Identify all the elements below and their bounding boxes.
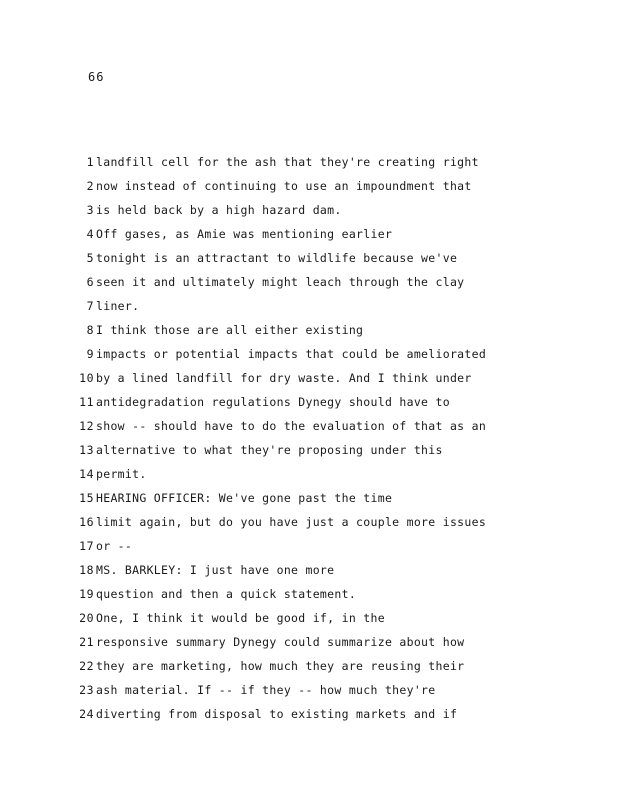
- line-number: 21: [79, 635, 94, 649]
- transcript-line: [0, 392, 618, 416]
- line-text: I think those are all either existing: [96, 323, 364, 337]
- transcript-line: [0, 560, 618, 584]
- line-text: show -- should have to do the evaluation of that as an: [96, 419, 487, 433]
- line-text: diverting from disposal to existing markets and if: [96, 707, 458, 721]
- transcript-line: [0, 344, 618, 368]
- line-text: by a lined landfill for dry waste. And I think under: [96, 371, 472, 385]
- line-number: 9: [86, 347, 94, 361]
- line-text: Off gases, as Amie was mentioning earlier: [96, 227, 393, 241]
- transcript-line: [0, 680, 618, 704]
- transcript-line: [0, 536, 618, 560]
- line-number: 2: [86, 179, 94, 193]
- transcript-line: [0, 488, 618, 512]
- line-number: 6: [86, 275, 94, 289]
- line-text: seen it and ultimately might leach through the clay: [96, 275, 465, 289]
- line-number: 8: [86, 323, 94, 337]
- line-text: impacts or potential impacts that could be ameliorated: [96, 347, 487, 361]
- line-text: now instead of continuing to use an impoundment that: [96, 179, 472, 193]
- line-text: responsive summary Dynegy could summarize about how: [96, 635, 465, 649]
- line-number: 5: [86, 251, 94, 265]
- transcript-line: [0, 608, 618, 632]
- line-number: 10: [79, 371, 94, 385]
- transcript-line: [0, 296, 618, 320]
- transcript-line: [0, 584, 618, 608]
- transcript-line: [0, 704, 618, 728]
- transcript-line: [0, 416, 618, 440]
- line-number: 24: [79, 707, 94, 721]
- line-text: landfill cell for the ash that they're creating right: [96, 155, 479, 169]
- line-number: 15: [79, 491, 94, 505]
- transcript-line: [0, 176, 618, 200]
- transcript-line: [0, 320, 618, 344]
- line-number: 4: [86, 227, 94, 241]
- line-text: liner.: [96, 299, 140, 313]
- transcript-line: [0, 152, 618, 176]
- page-number: 66: [88, 70, 105, 84]
- line-number: 7: [86, 299, 94, 313]
- line-number: 23: [79, 683, 94, 697]
- transcript-line: [0, 632, 618, 656]
- line-text: or --: [96, 539, 133, 553]
- line-text: One, I think it would be good if, in the: [96, 611, 385, 625]
- line-number: 14: [79, 467, 94, 481]
- transcript-line: [0, 656, 618, 680]
- transcript-line: [0, 224, 618, 248]
- line-text: is held back by a high hazard dam.: [96, 203, 342, 217]
- line-number: 19: [79, 587, 94, 601]
- line-number: 3: [86, 203, 94, 217]
- line-text: permit.: [96, 467, 147, 481]
- line-text: MS. BARKLEY: I just have one more: [96, 563, 335, 577]
- line-text: question and then a quick statement.: [96, 587, 357, 601]
- line-text: tonight is an attractant to wildlife because we've: [96, 251, 458, 265]
- transcript-body: [0, 152, 618, 728]
- transcript-line: [0, 512, 618, 536]
- line-number: 22: [79, 659, 94, 673]
- line-number: 18: [79, 563, 94, 577]
- transcript-line: [0, 464, 618, 488]
- line-number: 13: [79, 443, 94, 457]
- transcript-line: [0, 440, 618, 464]
- line-text: they are marketing, how much they are reusing their: [96, 659, 465, 673]
- transcript-line: [0, 200, 618, 224]
- line-number: 17: [79, 539, 94, 553]
- line-text: limit again, but do you have just a couple more issues: [96, 515, 487, 529]
- line-number: 20: [79, 611, 94, 625]
- line-text: ash material. If -- if they -- how much they're: [96, 683, 436, 697]
- transcript-line: [0, 248, 618, 272]
- line-number: 1: [86, 155, 94, 169]
- transcript-line: [0, 368, 618, 392]
- line-text: antidegradation regulations Dynegy should have to: [96, 395, 450, 409]
- line-text: HEARING OFFICER: We've gone past the time: [96, 491, 393, 505]
- line-number: 16: [79, 515, 94, 529]
- line-number: 12: [79, 419, 94, 433]
- line-text: alternative to what they're proposing under this: [96, 443, 443, 457]
- line-number: 11: [79, 395, 94, 409]
- transcript-line: [0, 272, 618, 296]
